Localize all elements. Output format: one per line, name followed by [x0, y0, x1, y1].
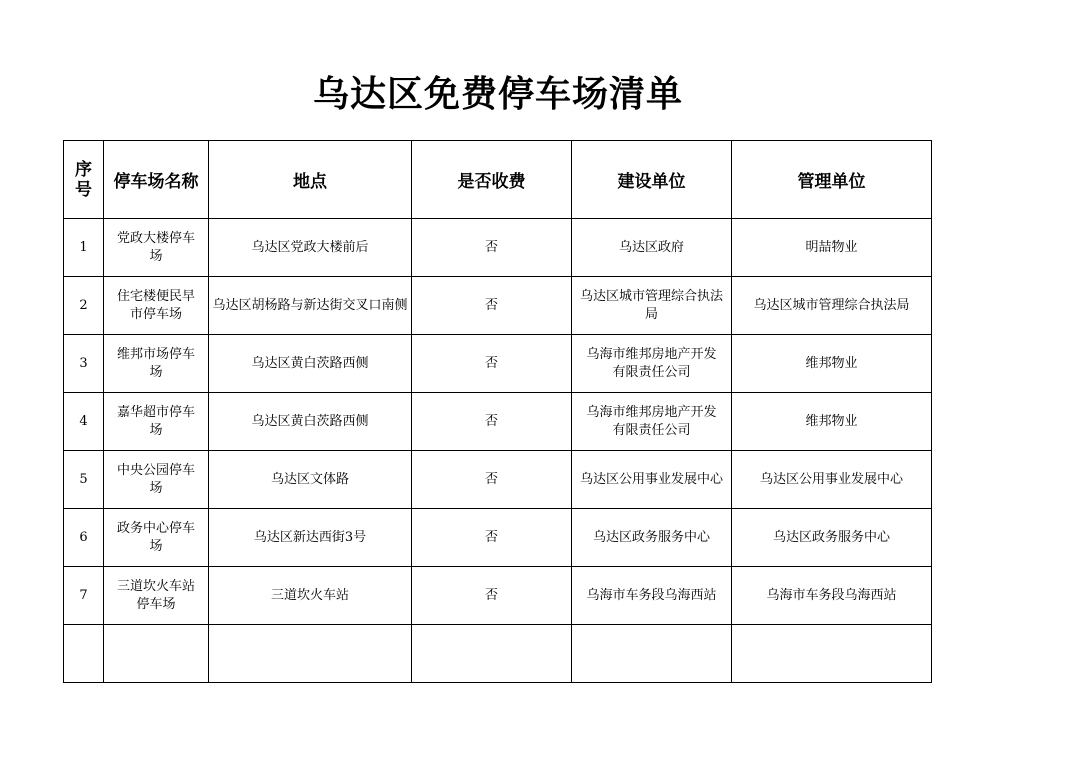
- cell-fee: 否: [412, 393, 572, 451]
- header-location: 地点: [209, 141, 412, 219]
- cell-manager: 维邦物业: [732, 335, 932, 393]
- cell-builder: 乌海市维邦房地产开发有限责任公司: [572, 335, 732, 393]
- empty-cell: [732, 625, 932, 683]
- empty-cell: [64, 625, 104, 683]
- empty-cell: [412, 625, 572, 683]
- cell-builder: 乌达区公用事业发展中心: [572, 451, 732, 509]
- cell-name: 嘉华超市停车场: [104, 393, 209, 451]
- table-row-empty: [64, 625, 932, 683]
- cell-name: 中央公园停车场: [104, 451, 209, 509]
- cell-fee: 否: [412, 335, 572, 393]
- cell-manager: 乌达区公用事业发展中心: [732, 451, 932, 509]
- empty-cell: [209, 625, 412, 683]
- cell-seq: 2: [64, 277, 104, 335]
- cell-location: 乌达区胡杨路与新达街交叉口南侧: [209, 277, 412, 335]
- header-name: 停车场名称: [104, 141, 209, 219]
- table-row: [64, 451, 932, 509]
- empty-cell: [572, 625, 732, 683]
- cell-seq: 4: [64, 393, 104, 451]
- header-fee: 是否收费: [412, 141, 572, 219]
- cell-location: 三道坎火车站: [209, 567, 412, 625]
- cell-fee: 否: [412, 451, 572, 509]
- cell-location: 乌达区党政大楼前后: [209, 219, 412, 277]
- table-row: [64, 393, 932, 451]
- cell-builder: 乌海市车务段乌海西站: [572, 567, 732, 625]
- cell-name: 维邦市场停车场: [104, 335, 209, 393]
- cell-location: 乌达区黄白茨路西侧: [209, 335, 412, 393]
- cell-builder: 乌达区政务服务中心: [572, 509, 732, 567]
- cell-manager: 维邦物业: [732, 393, 932, 451]
- empty-cell: [104, 625, 209, 683]
- cell-location: 乌达区新达西街3号: [209, 509, 412, 567]
- cell-manager: 明喆物业: [732, 219, 932, 277]
- cell-seq: 7: [64, 567, 104, 625]
- cell-name: 政务中心停车场: [104, 509, 209, 567]
- cell-name: 三道坎火车站停车场: [104, 567, 209, 625]
- table-row: [64, 509, 932, 567]
- cell-manager: 乌海市车务段乌海西站: [732, 567, 932, 625]
- header-seq: 序号: [64, 141, 104, 219]
- cell-name: 党政大楼停车场: [104, 219, 209, 277]
- cell-builder: 乌达区城市管理综合执法局: [572, 277, 732, 335]
- cell-fee: 否: [412, 277, 572, 335]
- table-row: [64, 567, 932, 625]
- cell-seq: 6: [64, 509, 104, 567]
- cell-fee: 否: [412, 509, 572, 567]
- header-manager: 管理单位: [732, 141, 932, 219]
- cell-fee: 否: [412, 567, 572, 625]
- cell-location: 乌达区文体路: [209, 451, 412, 509]
- table-row: [64, 277, 932, 335]
- cell-fee: 否: [412, 219, 572, 277]
- table-row: [64, 335, 932, 393]
- parking-lot-table: [63, 140, 932, 683]
- cell-manager: 乌达区政务服务中心: [732, 509, 932, 567]
- header-builder: 建设单位: [572, 141, 732, 219]
- cell-builder: 乌达区政府: [572, 219, 732, 277]
- cell-seq: 1: [64, 219, 104, 277]
- cell-seq: 3: [64, 335, 104, 393]
- cell-name: 住宅楼便民早市停车场: [104, 277, 209, 335]
- cell-manager: 乌达区城市管理综合执法局: [732, 277, 932, 335]
- page-title: 乌达区免费停车场清单: [312, 74, 683, 115]
- cell-location: 乌达区黄白茨路西侧: [209, 393, 412, 451]
- cell-seq: 5: [64, 451, 104, 509]
- cell-builder: 乌海市维邦房地产开发有限责任公司: [572, 393, 732, 451]
- table-row: [64, 219, 932, 277]
- table-header-row: [64, 141, 932, 219]
